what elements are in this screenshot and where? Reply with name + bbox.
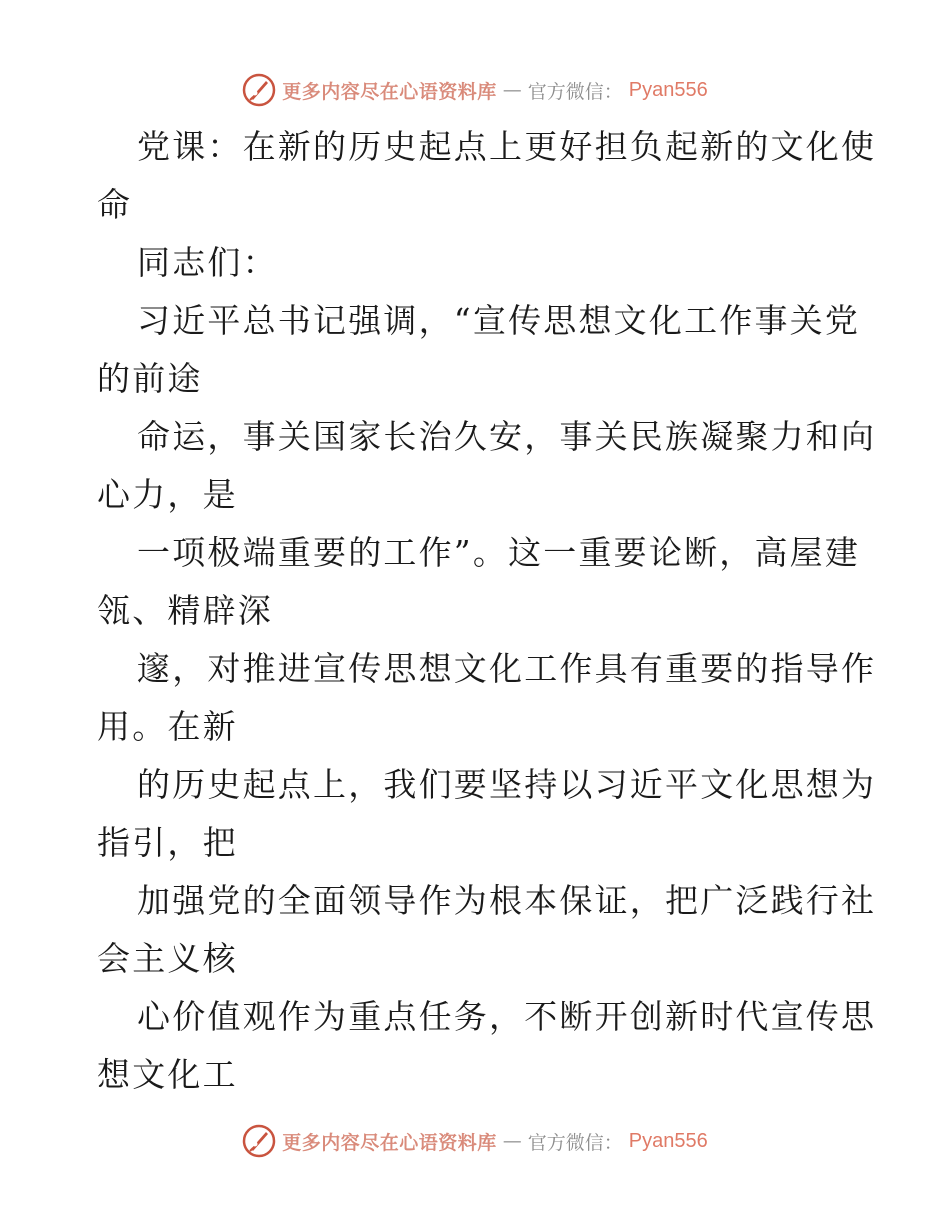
watermark-wechat-id: Pyan556 bbox=[628, 1129, 708, 1152]
document-title-line-1: 党课：在新的历史起点上更好担负起新的文化使 bbox=[137, 127, 877, 166]
body-line: 想文化工 bbox=[97, 1055, 238, 1094]
watermark-separator: — bbox=[502, 79, 522, 101]
body-line: 习近平总书记强调，“宣传思想文化工作事关党 bbox=[137, 301, 861, 340]
body-line: 会主义核 bbox=[97, 939, 238, 978]
watermark-brand-text: 更多内容尽在心语资料库 bbox=[282, 80, 497, 103]
header-watermark bbox=[0, 70, 950, 110]
body-line: 加强党的全面领导作为根本保证，把广泛践行社 bbox=[137, 881, 877, 920]
body-line: 用。在新 bbox=[97, 707, 238, 746]
watermark-wechat-label: 官方微信： bbox=[527, 1131, 623, 1154]
body-line: 心力，是 bbox=[97, 475, 238, 514]
body-line: 邃，对推进宣传思想文化工作具有重要的指导作 bbox=[137, 649, 877, 688]
quill-logo-icon bbox=[242, 1124, 276, 1158]
watermark-wechat-id: Pyan556 bbox=[628, 78, 708, 101]
document-body bbox=[97, 118, 877, 1104]
body-line: 瓴、精辟深 bbox=[97, 591, 273, 630]
document-title-line-2: 命 bbox=[97, 185, 133, 224]
body-line: 心价值观作为重点任务，不断开创新时代宣传思 bbox=[137, 997, 877, 1036]
salutation: 同志们： bbox=[137, 243, 278, 282]
watermark-brand-text: 更多内容尽在心语资料库 bbox=[282, 1131, 497, 1154]
body-line: 指引，把 bbox=[97, 823, 238, 862]
body-line: 一项极端重要的工作”。这一重要论断，高屋建 bbox=[137, 533, 861, 572]
footer-watermark bbox=[0, 1121, 950, 1161]
body-line: 的历史起点上，我们要坚持以习近平文化思想为 bbox=[137, 765, 877, 804]
body-line: 的前途 bbox=[97, 359, 203, 398]
quill-logo-icon bbox=[242, 73, 276, 107]
body-line: 命运，事关国家长治久安，事关民族凝聚力和向 bbox=[137, 417, 877, 456]
watermark-wechat-label: 官方微信： bbox=[527, 80, 623, 103]
watermark-separator: — bbox=[502, 1130, 522, 1152]
